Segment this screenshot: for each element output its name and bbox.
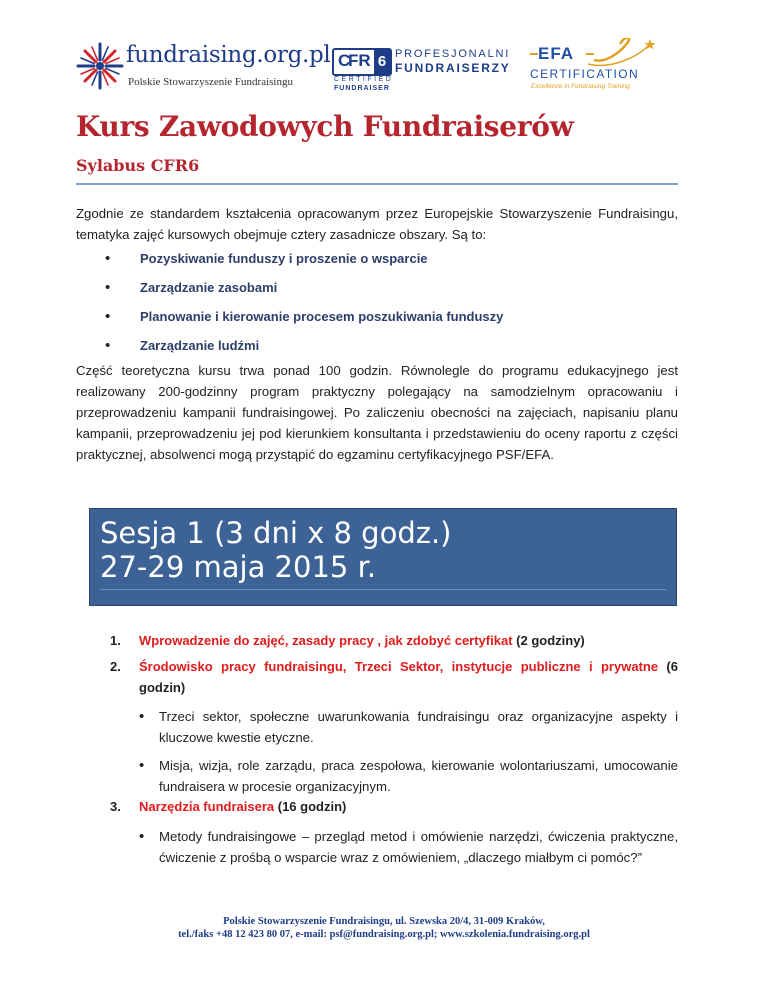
item-duration: (6 godzin)	[139, 659, 678, 695]
area-item: • Planowanie i kierowanie procesem poszukiwania funduszy	[105, 306, 665, 332]
cfr6-line2: FUNDRAISERZY	[395, 61, 511, 75]
cfr6-certified: CERTIFIED	[334, 76, 394, 83]
bullet-dot: •	[139, 708, 145, 725]
cfr6-letters-fr: FR	[348, 51, 371, 70]
logo-name: fundraising.org.pl	[126, 42, 331, 68]
efa-tagline: Excellence in Fundraising Training	[531, 83, 630, 90]
bullet-dot: •	[139, 828, 145, 845]
sub-item-text: Metody fundraisingowe – przegląd metod i omówienie narzędzi, ćwiczenia praktyczne, ćwiczenie z prośbą o wsparcie wraz z omówieniem, „dlaczego miałbym ci pomóc?”	[159, 829, 678, 865]
cfr6-letter-c: C	[338, 51, 351, 70]
cfr6-fundraiser: FUNDRAISER	[334, 85, 390, 92]
session-dates: 27-29 maja 2015 r.	[100, 550, 377, 584]
cfr6-logo	[332, 48, 511, 98]
item-duration: (2 godziny)	[516, 633, 585, 648]
efa-certification: CERTIFICATION	[530, 67, 640, 81]
intro-paragraph: Zgodnie ze standardem kształcenia opracowanym przez Europejskie Stowarzyszenie Fundraisingu, tematyka zajęć kursowych obejmuje cztery zasadnicze obszary. Są to:	[76, 206, 678, 242]
document-subtitle: Sylabus CFR6	[76, 156, 200, 175]
header-logos	[0, 38, 768, 98]
description-paragraph: Część teoretyczna kursu trwa ponad 100 godzin. Równolegle do programu edukacyjnego jest realizowany 200-godzinny program praktyczny polegający na samodzielnym opracowaniu i przeprowadzeniu kampanii fundraisingowej. Po zaliczeniu obecności na zajęciach, napisaniu planu kampanii, przeprowadzeniu jej pod kierunkiem konsultanta i przedstawieniu do oceny raportu z części praktycznej, absolwenci mogą przystąpić do egzaminu certyfikacyjnego PSF/EFA.	[76, 363, 678, 462]
program-item	[110, 630, 678, 651]
footer-address: Polskie Stowarzyszenie Fundraisingu, ul. Szewska 20/4, 31-009 Kraków,	[223, 916, 545, 927]
item-title: Wprowadzenie do zajęć, zasady pracy , jak zdobyć certyfikat	[139, 633, 513, 648]
page-footer	[76, 915, 692, 941]
document-title: Kurs Zawodowych Fundraiserów	[76, 110, 574, 143]
sub-item-text: Trzeci sektor, społeczne uwarunkowania fundraisingu oraz organizacyjne aspekty i kluczowe kwestie etyczne.	[159, 709, 678, 745]
session-divider	[100, 589, 666, 590]
item-duration: (16 godzin)	[277, 799, 347, 814]
footer-contact: tel./faks +48 12 423 80 07, e-mail: psf@fundraising.org.pl; www.szkolenia.fundraising.org.pl	[178, 929, 590, 940]
item-number: 2.	[110, 659, 121, 674]
program-item	[110, 656, 678, 698]
item-number: 3.	[110, 799, 121, 814]
areas-list	[105, 248, 665, 364]
area-item: • Pozyskiwanie funduszy i proszenie o wsparcie	[105, 248, 665, 274]
bullet-dot: •	[139, 757, 145, 774]
item-title: Narzędzia fundraisera	[139, 799, 275, 814]
sub-item	[139, 706, 678, 748]
area-item: • Zarządzanie zasobami	[105, 277, 665, 303]
item-number: 1.	[110, 633, 121, 648]
title-divider	[76, 183, 678, 185]
sub-item	[139, 755, 678, 797]
sub-item-text: Misja, wizja, role zarządu, praca zespołowa, kierowanie wolontariuszami, umocowanie fundraisera w procesie organizacyjnym.	[159, 758, 678, 794]
cfr6-number: 6	[374, 50, 390, 74]
session-title: Sesja 1 (3 dni x 8 godz.)	[100, 516, 452, 550]
efa-title: EFA	[538, 44, 575, 63]
item-title: Środowisko pracy fundraisingu, Trzeci Sektor, instytucje publiczne i prywatne	[139, 659, 659, 674]
efa-certification-logo	[528, 38, 658, 94]
session-banner	[89, 508, 677, 606]
logo-subtitle: Polskie Stowarzyszenie Fundraisingu	[128, 76, 293, 88]
sub-item	[139, 826, 678, 868]
cfr6-badge	[332, 48, 392, 76]
sunburst-star-icon	[76, 42, 124, 90]
program-item	[110, 796, 678, 817]
area-item: • Zarządzanie ludźmi	[105, 335, 665, 361]
fundraising-org-logo	[76, 42, 331, 92]
cfr6-line1: PROFESJONALNI	[395, 48, 511, 60]
